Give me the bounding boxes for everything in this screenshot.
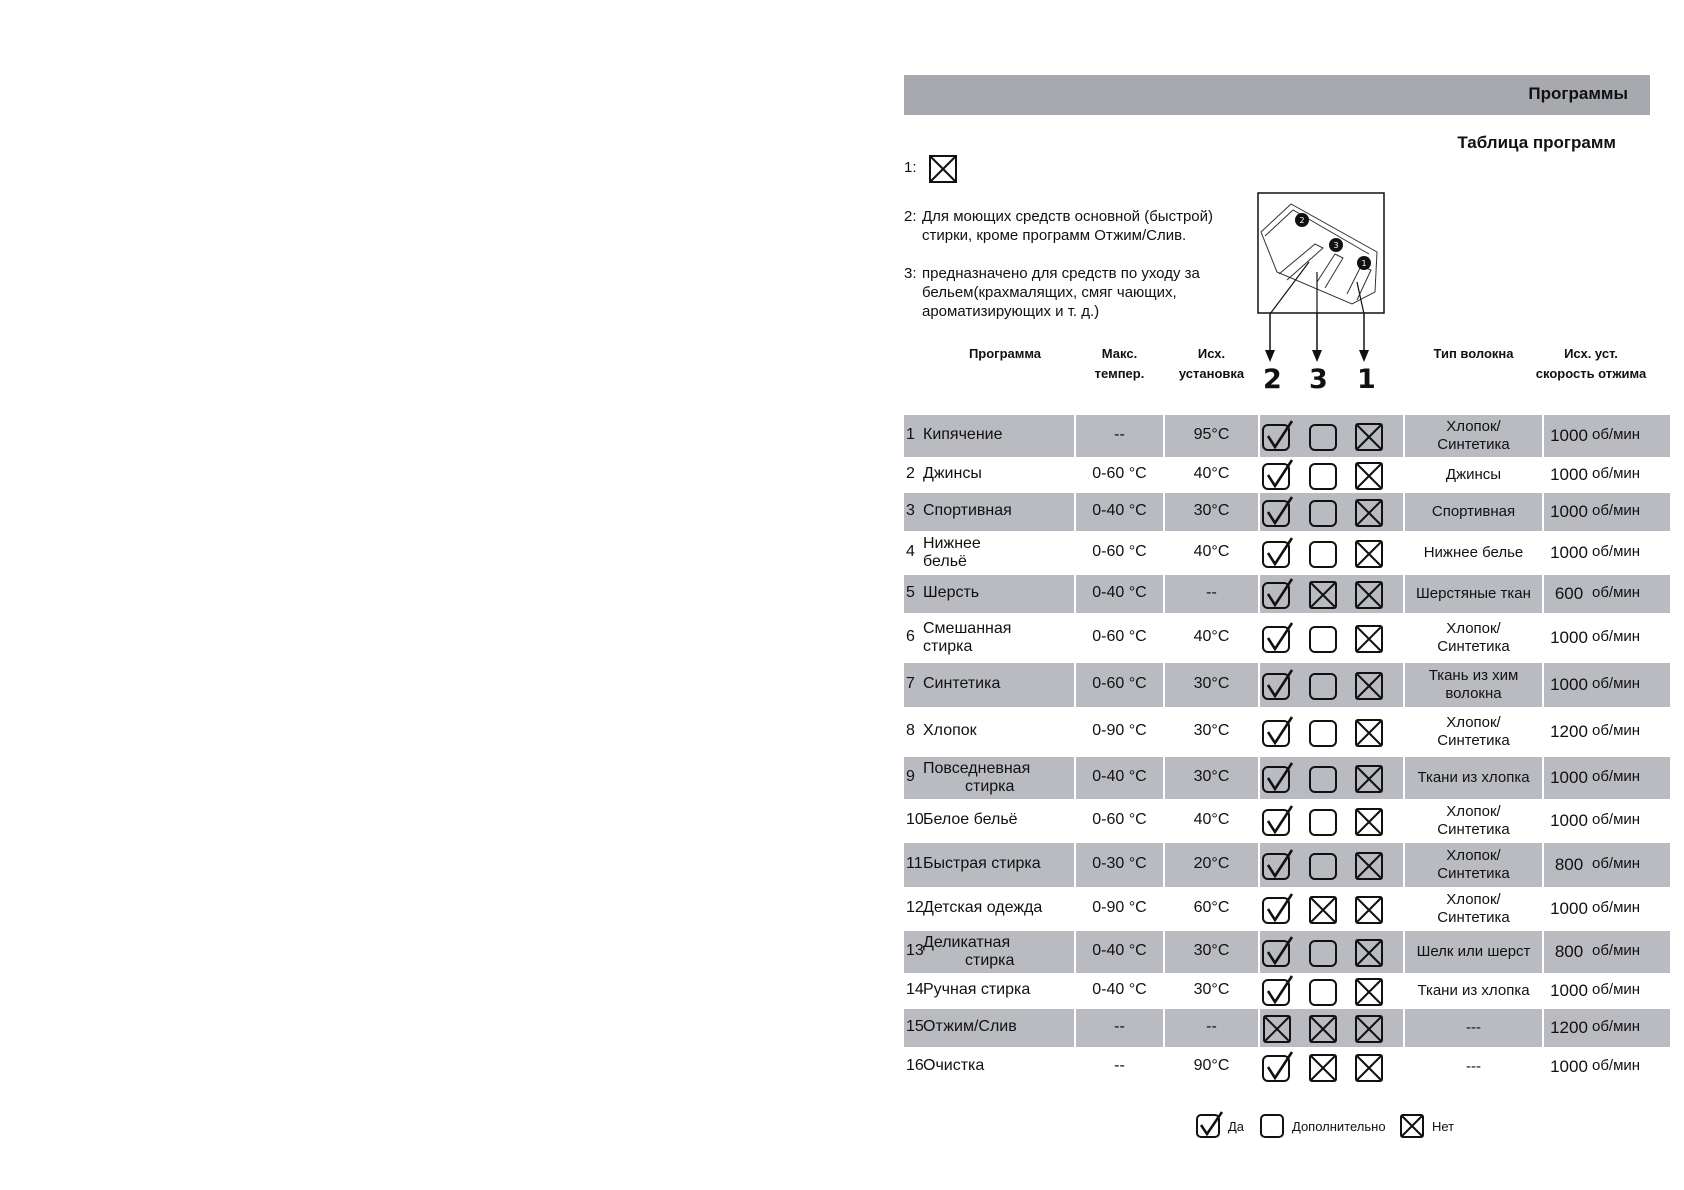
spin-unit: об/мин bbox=[1592, 502, 1641, 519]
compartment-icons bbox=[1260, 761, 1403, 795]
program-name bbox=[923, 1018, 1017, 1036]
header-line: Исх. уст. bbox=[1564, 346, 1618, 361]
cross-box-icon bbox=[1352, 495, 1386, 534]
program-name-line: Очистка bbox=[923, 1057, 985, 1074]
max-temperature: 0-40 °C bbox=[1092, 502, 1147, 519]
spin-unit: об/мин bbox=[1592, 981, 1641, 998]
empty-box-icon bbox=[1306, 419, 1340, 458]
fiber-line: Хлопок/ bbox=[1446, 714, 1501, 731]
max-temperature: 0-60 °C bbox=[1092, 628, 1147, 645]
spin-speed: 1000 bbox=[1550, 502, 1588, 521]
table-row bbox=[904, 457, 1650, 493]
program-name bbox=[923, 675, 1000, 693]
fiber-line: Синтетика bbox=[1437, 821, 1510, 838]
default-temperature: 30°C bbox=[1193, 981, 1230, 998]
fiber-line: Синтетика bbox=[1437, 436, 1510, 453]
program-name-line: стирка bbox=[923, 638, 973, 655]
fiber-type bbox=[1405, 466, 1542, 484]
table-row bbox=[904, 613, 1650, 663]
no-icon bbox=[928, 154, 958, 189]
spin-unit: об/мин bbox=[1592, 722, 1641, 739]
note-number: 3: bbox=[904, 265, 917, 282]
spin-unit: об/мин bbox=[1592, 465, 1641, 482]
svg-text:1: 1 bbox=[1361, 259, 1367, 268]
max-temperature: 0-60 °C bbox=[1092, 811, 1147, 828]
default-temperature: 20°C bbox=[1193, 855, 1230, 872]
header-fiber: Тип волокна bbox=[1433, 346, 1514, 361]
detergent-drawer-illustration bbox=[1257, 192, 1385, 314]
default-temperature: 95°C bbox=[1193, 426, 1230, 443]
table-row bbox=[904, 1009, 1650, 1047]
program-name-line: Шерсть bbox=[923, 584, 980, 601]
program-name bbox=[923, 502, 1012, 520]
note-line: стирки, кроме программ Отжим/Слив. bbox=[922, 227, 1187, 244]
program-name bbox=[923, 584, 979, 602]
check-icon bbox=[1260, 935, 1294, 974]
fiber-type bbox=[1405, 803, 1542, 839]
default-temperature: 90°C bbox=[1193, 1057, 1230, 1074]
fiber-type bbox=[1405, 769, 1542, 787]
cross-box-icon bbox=[1306, 1011, 1340, 1050]
program-name bbox=[923, 811, 1018, 829]
fiber-type bbox=[1405, 982, 1542, 1000]
note-line: предназначено для средств по уходу за bbox=[922, 265, 1200, 282]
empty-box-icon bbox=[1306, 715, 1340, 754]
check-icon bbox=[1260, 892, 1294, 931]
fiber-type bbox=[1405, 503, 1542, 521]
table-row bbox=[904, 415, 1650, 457]
svg-text:3: 3 bbox=[1333, 241, 1339, 250]
compartment-icons bbox=[1260, 621, 1403, 655]
spin-speed: 1000 bbox=[1550, 768, 1588, 787]
program-name-line: Хлопок bbox=[923, 722, 977, 739]
program-name-line: Нижнее bbox=[923, 535, 981, 552]
compartment-icons bbox=[1260, 848, 1403, 882]
cross-box-icon bbox=[1398, 1110, 1428, 1143]
max-temperature: 0-90 °C bbox=[1092, 899, 1147, 916]
default-temperature: 40°C bbox=[1193, 465, 1230, 482]
fiber-line: Ткани из хлопка bbox=[1417, 769, 1530, 786]
program-name-line: бельё bbox=[923, 553, 967, 570]
spin-unit: об/мин bbox=[1592, 811, 1641, 828]
program-name-line: Ручная стирка bbox=[923, 981, 1031, 998]
program-name-line: Кипячение bbox=[923, 426, 1003, 443]
fiber-line: Хлопок/ bbox=[1446, 620, 1501, 637]
fiber-line: Хлопок/ bbox=[1446, 418, 1501, 435]
program-name-line: стирка bbox=[965, 778, 1015, 795]
check-icon bbox=[1260, 848, 1294, 887]
legend-label: Нет bbox=[1432, 1119, 1455, 1134]
check-icon bbox=[1260, 761, 1294, 800]
header-line: установка bbox=[1178, 366, 1245, 381]
program-name bbox=[923, 620, 1011, 656]
program-name-line: Детская одежда bbox=[923, 899, 1043, 916]
program-name bbox=[923, 855, 1041, 873]
program-number: 2 bbox=[906, 465, 915, 482]
header-compartment-1: 1 bbox=[1357, 364, 1376, 395]
compartment-icons bbox=[1260, 419, 1403, 453]
cross-box-icon bbox=[1352, 804, 1386, 843]
fiber-line: Синтетика bbox=[1437, 909, 1510, 926]
program-name-line: Белое бельё bbox=[923, 811, 1018, 828]
cross-box-icon bbox=[1352, 668, 1386, 707]
max-temperature: 0-90 °C bbox=[1092, 722, 1147, 739]
empty-box-icon bbox=[1306, 935, 1340, 974]
check-icon bbox=[1260, 536, 1294, 575]
fiber-line: Синтетика bbox=[1437, 638, 1510, 655]
note-line: ароматизирующих и т. д.) bbox=[922, 303, 1100, 320]
program-number: 8 bbox=[906, 722, 915, 739]
header-compartment-2: 2 bbox=[1263, 364, 1282, 395]
spin-unit: об/мин bbox=[1592, 543, 1641, 560]
spin-unit: об/мин bbox=[1592, 855, 1641, 872]
fiber-type bbox=[1405, 714, 1542, 750]
header-program: Программа bbox=[968, 346, 1042, 361]
cross-box-icon bbox=[1352, 935, 1386, 974]
header-bar bbox=[904, 75, 1650, 115]
compartment-icons bbox=[1260, 892, 1403, 926]
empty-box-icon bbox=[1306, 668, 1340, 707]
spin-speed: 1000 bbox=[1550, 811, 1588, 830]
cross-box-icon bbox=[1260, 1011, 1294, 1050]
spin-speed: 1200 bbox=[1550, 1018, 1588, 1037]
program-number: 9 bbox=[906, 768, 915, 785]
program-name-line: Быстрая стирка bbox=[923, 855, 1041, 872]
program-number: 4 bbox=[906, 543, 915, 560]
program-number: 11 bbox=[906, 855, 923, 872]
program-name-line: Отжим/Слив bbox=[923, 1018, 1017, 1035]
program-name bbox=[923, 426, 1003, 444]
check-icon bbox=[1260, 621, 1294, 660]
spin-unit: об/мин bbox=[1592, 768, 1641, 785]
fiber-line: Хлопок/ bbox=[1446, 803, 1501, 820]
fiber-line: Джинсы bbox=[1445, 466, 1502, 483]
compartment-icons bbox=[1260, 536, 1403, 570]
empty-box-icon bbox=[1306, 761, 1340, 800]
svg-text:2: 2 bbox=[1299, 216, 1305, 225]
program-number: 12 bbox=[906, 899, 924, 916]
compartment-icons bbox=[1260, 577, 1403, 611]
spin-unit: об/мин bbox=[1592, 426, 1641, 443]
header-max-temp bbox=[1076, 344, 1163, 384]
fiber-line: Нижнее белье bbox=[1423, 544, 1524, 561]
program-name-line: Смешанная bbox=[923, 620, 1012, 637]
spin-speed: 1000 bbox=[1550, 628, 1588, 647]
default-temperature: 40°C bbox=[1193, 543, 1230, 560]
fiber-line: --- bbox=[1466, 1058, 1481, 1075]
fiber-type bbox=[1405, 667, 1542, 703]
program-name bbox=[923, 899, 1042, 917]
max-temperature: 0-60 °C bbox=[1092, 675, 1147, 692]
fiber-type bbox=[1405, 943, 1542, 961]
empty-box-icon bbox=[1306, 848, 1340, 887]
default-temperature: 30°C bbox=[1193, 502, 1230, 519]
default-temperature: 30°C bbox=[1193, 675, 1230, 692]
spin-unit: об/мин bbox=[1592, 1057, 1641, 1074]
spin-speed: 1000 bbox=[1550, 1057, 1588, 1076]
legend-label: Дополнительно bbox=[1292, 1119, 1386, 1134]
cross-box-icon bbox=[1352, 848, 1386, 887]
default-temperature: 30°C bbox=[1193, 722, 1230, 739]
header-line: скорость отжима bbox=[1535, 366, 1647, 381]
max-temperature: -- bbox=[1114, 1057, 1125, 1074]
program-number: 7 bbox=[906, 675, 915, 692]
note-number: 2: bbox=[904, 208, 917, 225]
spin-speed: 1000 bbox=[1550, 899, 1588, 918]
fiber-line: Синтетика bbox=[1437, 865, 1510, 882]
fiber-type bbox=[1405, 620, 1542, 656]
check-icon bbox=[1260, 419, 1294, 458]
empty-box-icon bbox=[1306, 974, 1340, 1013]
legend-label: Да bbox=[1228, 1119, 1245, 1134]
header-compartment-3: 3 bbox=[1309, 364, 1328, 395]
program-name-line: Деликатная bbox=[923, 934, 1011, 951]
spin-unit: об/мин bbox=[1592, 675, 1641, 692]
compartment-icons bbox=[1260, 935, 1403, 969]
table-row bbox=[904, 663, 1650, 707]
fiber-line: Спортивная bbox=[1431, 503, 1516, 520]
empty-box-icon bbox=[1258, 1110, 1288, 1143]
program-number: 13 bbox=[906, 942, 924, 959]
program-number: 6 bbox=[906, 628, 915, 645]
compartment-icons bbox=[1260, 715, 1403, 749]
spin-speed: 1000 bbox=[1550, 465, 1588, 484]
compartment-icons bbox=[1260, 495, 1403, 529]
program-name bbox=[923, 535, 981, 571]
check-icon bbox=[1260, 668, 1294, 707]
note-line: бельем(крахмалящих, смяг чающих, bbox=[922, 284, 1177, 301]
cross-box-icon bbox=[1352, 761, 1386, 800]
fiber-line: Шелк или шерст bbox=[1416, 943, 1531, 960]
fiber-line: Ткани из хлопка bbox=[1417, 982, 1530, 999]
empty-box-icon bbox=[1306, 804, 1340, 843]
max-temperature: 0-40 °C bbox=[1092, 584, 1147, 601]
table-row bbox=[904, 843, 1650, 887]
program-number: 5 bbox=[906, 584, 915, 601]
program-name bbox=[923, 981, 1030, 999]
cross-box-icon bbox=[1352, 419, 1386, 458]
header-speed bbox=[1528, 344, 1654, 384]
header-line: темпер. bbox=[1094, 366, 1145, 381]
program-name-line: Спортивная bbox=[923, 502, 1012, 519]
table-row bbox=[904, 531, 1650, 575]
program-name bbox=[923, 760, 1030, 796]
check-icon bbox=[1260, 495, 1294, 534]
spin-unit: об/мин bbox=[1592, 942, 1641, 959]
page-title: Программы bbox=[1528, 84, 1628, 103]
check-icon bbox=[1260, 804, 1294, 843]
spin-speed: 1200 bbox=[1550, 722, 1588, 741]
fiber-line: --- bbox=[1466, 1019, 1481, 1036]
fiber-type bbox=[1405, 1019, 1542, 1037]
check-icon bbox=[1260, 974, 1294, 1013]
empty-box-icon bbox=[1306, 458, 1340, 497]
max-temperature: 0-40 °C bbox=[1092, 768, 1147, 785]
cross-box-icon bbox=[1352, 458, 1386, 497]
cross-box-icon bbox=[1352, 715, 1386, 754]
spin-speed: 800 bbox=[1554, 942, 1584, 961]
default-temperature: -- bbox=[1206, 584, 1217, 601]
fiber-type bbox=[1405, 418, 1542, 454]
fiber-type bbox=[1405, 847, 1542, 883]
header-line: Макс. bbox=[1101, 346, 1138, 361]
program-number: 10 bbox=[906, 811, 924, 828]
cross-box-icon bbox=[1352, 1011, 1386, 1050]
program-table bbox=[904, 415, 1650, 1087]
program-name-line: Повседневная bbox=[923, 760, 1031, 777]
max-temperature: -- bbox=[1114, 1018, 1125, 1035]
table-row bbox=[904, 887, 1650, 931]
table-row bbox=[904, 493, 1650, 531]
cross-box-icon bbox=[1306, 577, 1340, 616]
cross-box-icon bbox=[1352, 536, 1386, 575]
table-row bbox=[904, 757, 1650, 799]
fiber-line: Хлопок/ bbox=[1446, 891, 1501, 908]
header-default-temp bbox=[1165, 344, 1258, 384]
program-number: 16 bbox=[906, 1057, 924, 1074]
program-name bbox=[923, 934, 1014, 970]
note-line: Для моющих средств основной (быстрой) bbox=[922, 208, 1214, 225]
fiber-line: волокна bbox=[1445, 685, 1502, 702]
program-number: 15 bbox=[906, 1018, 924, 1035]
spin-speed: 1000 bbox=[1550, 981, 1588, 1000]
spin-unit: об/мин bbox=[1592, 584, 1641, 601]
fiber-type bbox=[1405, 891, 1542, 927]
compartment-icons bbox=[1260, 1011, 1403, 1045]
program-name bbox=[923, 1057, 984, 1075]
compartment-icons bbox=[1260, 804, 1403, 838]
compartment-icons bbox=[1260, 668, 1403, 702]
table-row bbox=[904, 707, 1650, 757]
compartment-icons bbox=[1260, 458, 1403, 492]
check-icon bbox=[1260, 577, 1294, 616]
default-temperature: -- bbox=[1206, 1018, 1217, 1035]
empty-box-icon bbox=[1306, 536, 1340, 575]
check-icon bbox=[1194, 1110, 1224, 1143]
table-row bbox=[904, 973, 1650, 1009]
fiber-type bbox=[1405, 585, 1542, 603]
spin-speed: 600 bbox=[1554, 584, 1584, 603]
spin-speed: 1000 bbox=[1550, 675, 1588, 694]
spin-speed: 800 bbox=[1554, 855, 1584, 874]
note-number: 1: bbox=[904, 159, 917, 176]
spin-speed: 1000 bbox=[1550, 543, 1588, 562]
cross-box-icon bbox=[1352, 892, 1386, 931]
fiber-line: Шерстяные ткан bbox=[1416, 585, 1531, 602]
spin-speed: 1000 bbox=[1550, 426, 1588, 445]
max-temperature: 0-40 °C bbox=[1092, 981, 1147, 998]
max-temperature: -- bbox=[1114, 426, 1125, 443]
program-name bbox=[923, 465, 982, 483]
program-number: 1 bbox=[906, 426, 915, 443]
program-number: 14 bbox=[906, 981, 924, 998]
program-name-line: Синтетика bbox=[923, 675, 1001, 692]
fiber-line: Синтетика bbox=[1437, 732, 1510, 749]
default-temperature: 30°C bbox=[1193, 942, 1230, 959]
default-temperature: 30°C bbox=[1193, 768, 1230, 785]
spin-unit: об/мин bbox=[1592, 899, 1641, 916]
fiber-line: Ткань из хим bbox=[1428, 667, 1519, 684]
cross-box-icon bbox=[1306, 1050, 1340, 1089]
check-icon bbox=[1260, 1050, 1294, 1089]
program-number: 3 bbox=[906, 502, 915, 519]
check-icon bbox=[1260, 715, 1294, 754]
program-name-line: стирка bbox=[965, 952, 1015, 969]
table-row bbox=[904, 1047, 1650, 1087]
cross-box-icon bbox=[1352, 1050, 1386, 1089]
cross-box-icon bbox=[1306, 892, 1340, 931]
spin-unit: об/мин bbox=[1592, 628, 1641, 645]
cross-box-icon bbox=[1352, 577, 1386, 616]
max-temperature: 0-60 °C bbox=[1092, 543, 1147, 560]
table-row bbox=[904, 931, 1650, 973]
fiber-line: Хлопок/ bbox=[1446, 847, 1501, 864]
default-temperature: 40°C bbox=[1193, 628, 1230, 645]
program-name bbox=[923, 722, 977, 740]
note-text bbox=[922, 264, 1200, 321]
empty-box-icon bbox=[1306, 621, 1340, 660]
max-temperature: 0-40 °C bbox=[1092, 942, 1147, 959]
compartment-icons bbox=[1260, 1050, 1403, 1084]
header-line: Исх. bbox=[1197, 346, 1226, 361]
check-icon bbox=[1260, 458, 1294, 497]
table-row bbox=[904, 799, 1650, 843]
default-temperature: 60°C bbox=[1193, 899, 1230, 916]
max-temperature: 0-60 °C bbox=[1092, 465, 1147, 482]
note-text bbox=[922, 207, 1213, 245]
fiber-type bbox=[1405, 544, 1542, 562]
fiber-type bbox=[1405, 1058, 1542, 1076]
spin-unit: об/мин bbox=[1592, 1018, 1641, 1035]
cross-box-icon bbox=[1352, 621, 1386, 660]
cross-box-icon bbox=[1352, 974, 1386, 1013]
max-temperature: 0-30 °C bbox=[1092, 855, 1147, 872]
table-row bbox=[904, 575, 1650, 613]
default-temperature: 40°C bbox=[1193, 811, 1230, 828]
empty-box-icon bbox=[1306, 495, 1340, 534]
compartment-icons bbox=[1260, 974, 1403, 1008]
table-title: Таблица программ bbox=[1457, 133, 1616, 152]
program-name-line: Джинсы bbox=[923, 465, 982, 482]
